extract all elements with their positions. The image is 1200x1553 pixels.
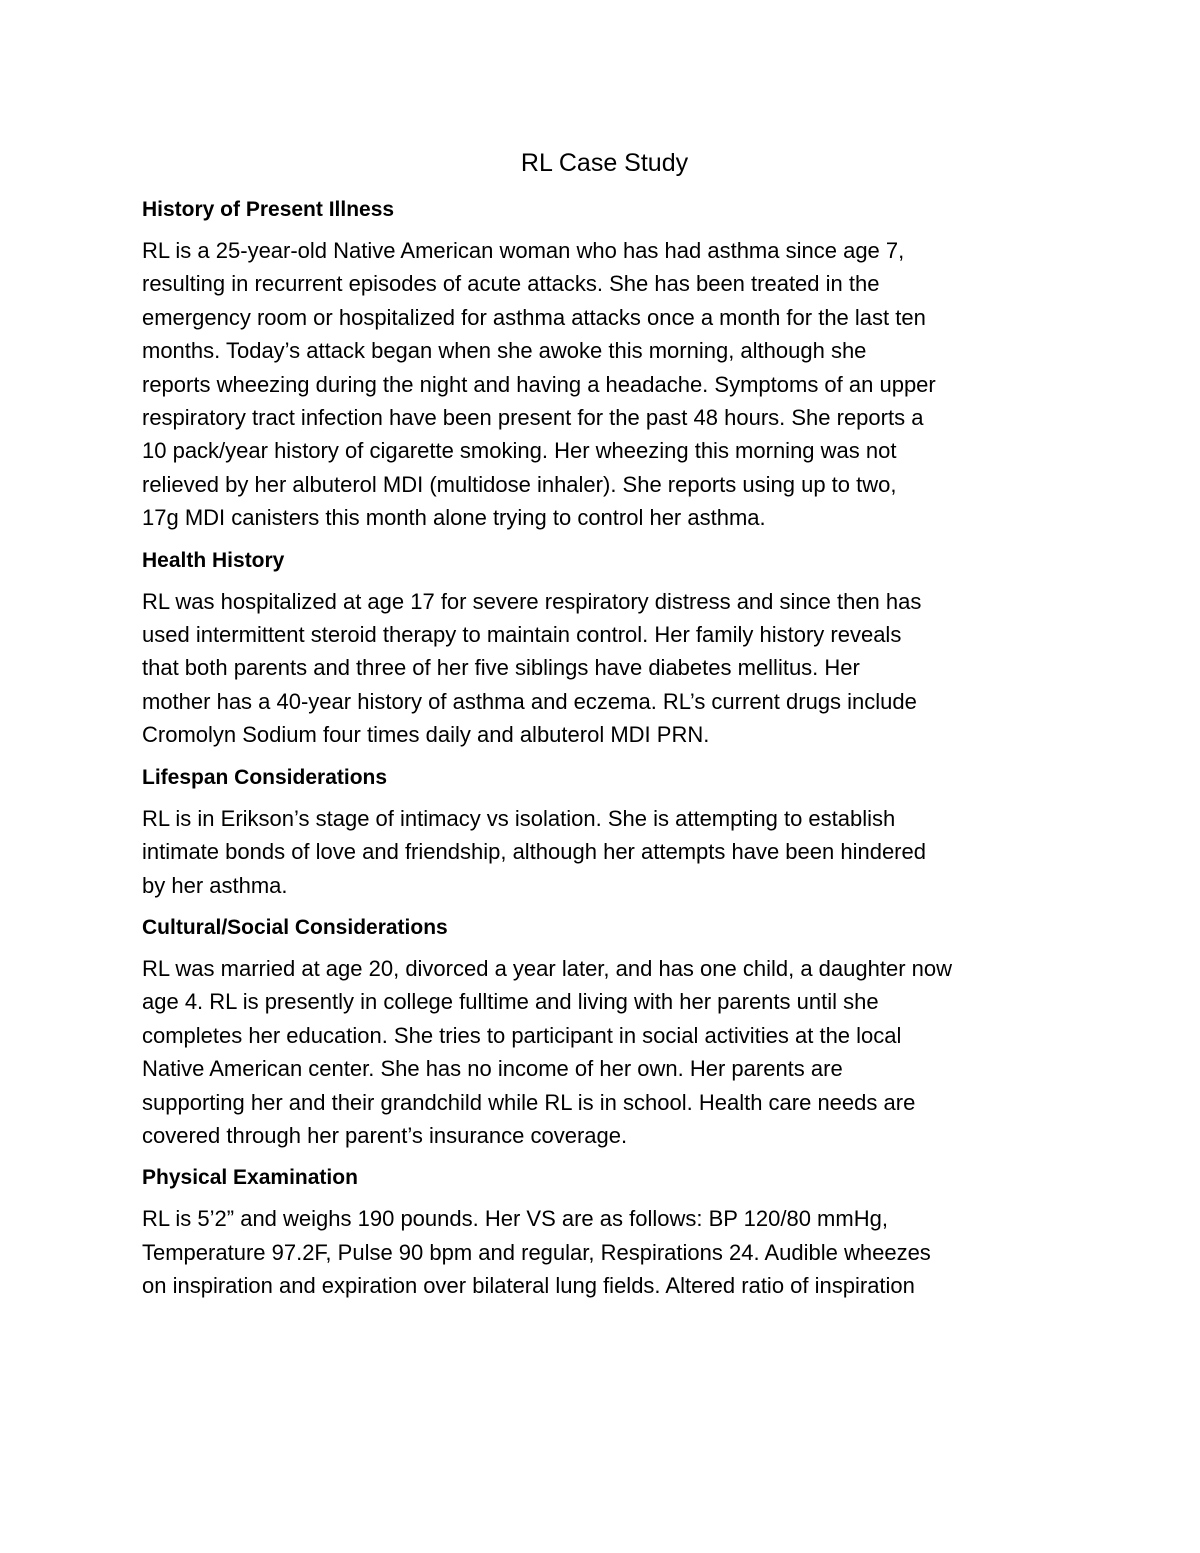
section-heading: Health History	[142, 548, 285, 572]
section-cultural-social-considerations	[142, 914, 1067, 1152]
section-health-history	[142, 547, 1067, 752]
section-physical-examination	[142, 1164, 1067, 1302]
section-body: RL is 5’2” and weighs 190 pounds. Her VS are as follows: BP 120/80 mmHg, Temperature 97.2F, Pulse 90 bpm and regular, Respirations 24. Audible wheezes on inspiration and expiration over bilateral lung fields. Altered ratio of inspiration	[142, 1206, 931, 1299]
section-body: RL was hospitalized at age 17 for severe respiratory distress and since then has used intermittent steroid therapy to maintain control. Her family history reveals that both parents and three of her five siblings have diabetes mellitus. Her mother has a 40-year history of asthma and eczema. RL’s current drugs include Cromolyn Sodium four times daily and albuterol MDI PRN.	[142, 588, 922, 748]
section-heading: Cultural/Social Considerations	[142, 915, 448, 939]
document-page	[142, 146, 1067, 1315]
section-lifespan-considerations	[142, 764, 1067, 902]
section-body: RL is in Erikson’s stage of intimacy vs isolation. She is attempting to establish intimate bonds of love and friendship, although her attempts have been hindered by her asthma.	[142, 805, 926, 898]
section-history-of-present-illness	[142, 196, 1067, 535]
section-body: RL was married at age 20, divorced a year later, and has one child, a daughter now age 4. RL is presently in college fulltime and living with her parents until she completes her education. She tries to participant in social activities at the local Native American center. She has no income of her own. Her parents are supporting her and their grandchild while RL is in school. Health care needs are covered through her parent’s insurance coverage.	[142, 955, 953, 1148]
section-heading: Lifespan Considerations	[142, 765, 388, 789]
document-title: RL Case Study	[520, 149, 689, 177]
section-heading: History of Present Illness	[142, 198, 395, 221]
section-heading: Physical Examination	[142, 1166, 358, 1190]
section-body: RL is a 25-year-old Native American woman who has had asthma since age 7, resulting in recurrent episodes of acute attacks. She has been treated in the emergency room or hospitalized for asthma attacks once a month for the last ten months. Today’s attack began when she awoke this morning, although she reports wheezing during the night and having a headache. Symptoms of an upper respiratory tract infection have been present for the past 48 hours. She reports a 10 pack/year history of cigarette smoking. Her wheezing this morning was not relieved by her albuterol MDI (multidose inhaler). She reports using up to two, 17g MDI canisters this month alone trying to control her asthma.	[142, 238, 936, 531]
